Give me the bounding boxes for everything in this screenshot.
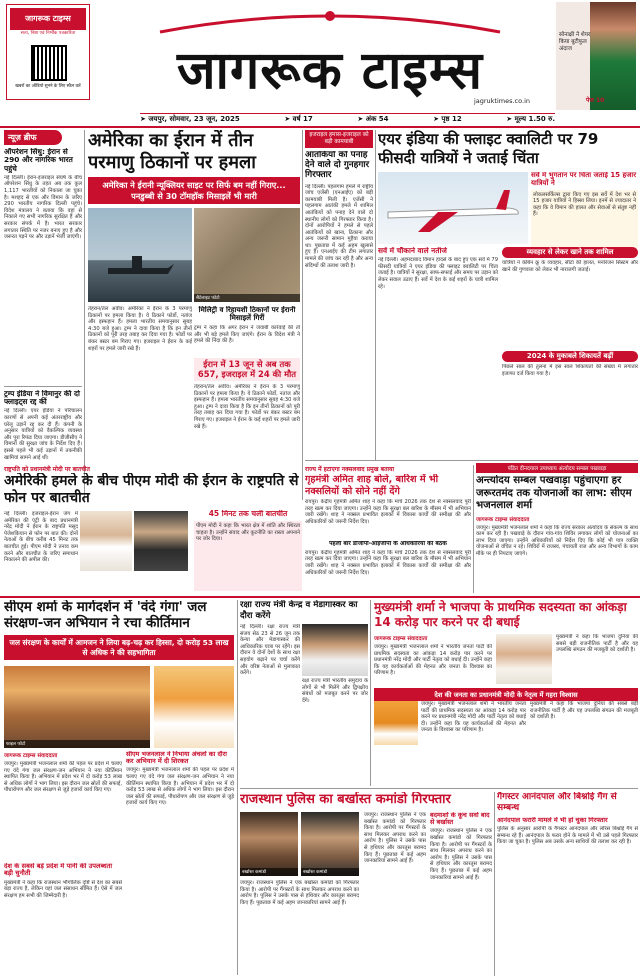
bhajanlal-block <box>126 751 234 967</box>
commando-body-right: जयपुर। राजस्थान पुलिस ने एक बर्खास्त कमांडो को गिरफ्तार किया है। आरोपी पर गैंगस्टरों के साथ मिलकर अपराध करने का आरोप है। पुलिस ने उसके पास से हथियार और कारतूस बरामद किए हैं। पूछताछ में कई अहम जानकारियां सामने आई हैं। <box>364 812 426 865</box>
medagascar-body2: रक्षा राज्य मंत्री भारतीय समुदाय के लोगों से भी मिलेंगे और द्विपक्षीय संबंधों को मजबूत करने पर जोर देंगे। <box>302 678 368 704</box>
modi-body: नई दिल्ली। इजराइल-ईरान जंग में अमेरिका की एंट्री के बाद प्रधानमंत्री नरेंद्र मोदी ने ईरान के राष्ट्रपति मसूद पेजेशकियान से फोन पर बात की। दोनों नेताओं के बीच करीब 45 मिनट तक बातचीत हुई। पीएम मोदी ने तनाव कम करने और बातचीत के जरिए समाधान निकालने की अपील की। <box>4 511 78 564</box>
bjp-band: देश की जनता का प्रधानमंत्री मोदी के नेतृत्व में गहरा विश्वास <box>374 688 638 701</box>
lead-strap: अमेरिका ने ईरानी न्यूक्लियर साइट पर सिर्फ बम नहीं गिराए... पनडुब्बी से 30 टॉमहॉक मिसाइलें भी मारी <box>88 177 300 204</box>
medagascar-body: नई दिल्ली। रक्षा राज्य मंत्री संजय सेठ 23 से 26 जून तक केन्या और मेडागास्कर की आधिकारिक यात्रा पर रहेंगे। इस दौरान वे दोनों देशों के साथ रक्षा सहयोग बढ़ाने पर चर्चा करेंगे और वरिष्ठ नेताओं से मुलाकात करेंगे। <box>240 624 300 677</box>
vande-headline: सीएम शर्मा के मार्गदर्शन में 'वंदे गंगा' जल संरक्षण-जन अभियान ने रचा कीर्तिमान <box>4 600 207 631</box>
stat-title: 2024 के मुकाबले शिकायतें बढ़ीं <box>502 351 638 362</box>
modi-box: पीएम मोदी ने कहा कि भारत क्षेत्र में शांति और स्थिरता चाहता है। उन्होंने संवाद और कूटनीति का रास्ता अपनाने पर जोर दिया। <box>194 521 302 591</box>
divider <box>302 130 303 500</box>
bjp-body: जयपुर। मुख्यमंत्री भजनलाल शर्मा ने भारतीय जनता पार्टी की प्राथमिक सदस्यता का आंकड़ा 14 करोड़ पार करने पर प्रधानमंत्री नरेंद्र मोदी और पार्टी नेतृत्व को बधाई दी। उन्होंने कहा कि यह कार्यकर्ताओं की मेहनत और जनता के विश्वास का परिणाम है। <box>374 644 492 677</box>
newspaper-title: जागरूक टाइम्स <box>176 40 484 101</box>
antyodaya-body: जयपुर। मुख्यमंत्री भजनलाल शर्मा ने कहा कि राज्य सरकार अंत्योदय के संकल्प के साथ काम कर रही है। पखवाड़े के दौरान गांव-गांव शिविर लगाकर लोगों को योजनाओं का लाभ दिया जाएगा। उन्होंने अधिकारियों को निर्देश दिए कि कोई भी पात्र व्यक्ति योजनाओं से वंचित न रहे। शिविरों में राजस्व, पंचायती राज और अन्य विभागों के काम मौके पर ही निपटाए जाएंगे। <box>476 524 638 557</box>
gangster-sub: आनंदपाल फरारी मामले में भी हो चुका गिरफ्तार <box>497 817 608 824</box>
satellite-caption: सैटेलाइट फोटो <box>194 294 300 302</box>
modi-kicker: राष्ट्रपति को प्रधानमंत्री मोदी पर बातचीत <box>4 466 90 473</box>
qr-code[interactable] <box>31 45 67 81</box>
brief-story2-title: ट्रम्प इंडिया ने विमानुर की दो फ्लाइट्स रद्द कीं <box>4 389 80 407</box>
masthead <box>0 0 640 123</box>
nia-headline: आतंकियों को पनाह देने वाले दो गुनहगार गिरफ्तार <box>305 151 370 180</box>
divider <box>370 600 371 786</box>
iran-president-photo <box>134 511 188 571</box>
bjp-photo <box>374 701 418 745</box>
commando-sub-body: जयपुर। राजस्थान पुलिस ने एक बर्खास्त कमांडो को गिरफ्तार किया है। आरोपी पर गैंगस्टरों के साथ मिलकर अपराध करने का आरोप है। पुलिस ने उसके पास से हथियार और कारतूस बरामद किए हैं। पूछताछ में कई अहम जानकारियां सामने आई हैं। <box>430 828 492 881</box>
dateline-city-date: ➤ जयपुर, सोमवार, 23 जून, 2025 <box>140 115 240 123</box>
small-logo-box <box>6 4 90 100</box>
brief-header: न्यूज़ ब्रीफ <box>4 130 62 145</box>
gangster-body: पुलिस के अनुसार आरोपी के गैंगस्टर आनंदपाल और लॉरेंस बिश्नोई गैंग से सम्बन्ध रहे हैं। आनंदपाल के फरार होने के मामले में भी उसे पहले गिरफ्तार किया जा चुका है। पुलिस अब उसके अन्य साथियों की तलाश कर रही है। <box>497 826 638 846</box>
left-column <box>4 130 82 498</box>
chart-block <box>502 247 638 442</box>
lead-subhead: मिलिट्री व रिहायशी ठिकानों पर ईरानी मिसाइलें गिरीं <box>198 306 296 323</box>
brief-story1-text: नई दिल्ली। ईरान-इजराइल संघर्ष के बीच ऑपरेशन सिंधु के तहत अब तक कुल 1,117 भारतीयों को निकाला जा चुका है। मशहद से एक और विमान के जरिए 290 भारतीय नागरिक दिल्ली पहुंचे। विदेश मंत्रालय ने बताया कि वहां से निकाले गए सभी नागरिक सुरक्षित हैं और सरकार संपर्क में है। भारत सरकार लगातार स्थिति पर नजर बनाए हुए है और जरूरत पड़ने पर और उड़ानें भेजी जाएंगी। <box>4 174 82 241</box>
brief-story2-text: नई दिल्ली। एयर इंडिया ने परिचालन कारणों से अपनी कई अंतरराष्ट्रीय और घरेलू उड़ानें रद्द कर दी हैं। कंपनी के अनुसार यात्रियों को वैकल्पिक व्यवस्था और पूरा रिफंड दिया जाएगा। डीजीसीए ने विमानों की सुरक्षा जांच के निर्देश दिए हैं। इससे पहले भी कई उड़ानों में तकनीकी खामियां सामने आई थीं। <box>4 408 82 461</box>
naxal-body: रायपुर। केंद्रीय गृहमंत्री अमित शाह ने कहा कि मार्च 2026 तक देश से नक्सलवाद पूरी तरह खत्म कर दिया जाएगा। उन्होंने कहा कि सुरक्षा बल बारिश के मौसम में भी अभियान जारी रखेंगे। शाह ने नक्सल प्रभावित इलाकों में विकास कार्यों की समीक्षा की और अधिकारियों को जरूरी निर्देश दिए। <box>305 499 471 525</box>
ad-text: सोनाक्षी ने शेयर किया बूटीफुल अंदाज <box>559 32 591 52</box>
naxal-headline: गृहमंत्री अमित शाह बोले, बारिश में भी नक्सलियों को सोने नहीं देंगे <box>305 474 439 497</box>
vande-byline: जागरूक टाइम्स संवाददाता <box>4 753 58 759</box>
city: जयपुर <box>148 115 165 123</box>
airindia-story <box>378 130 638 460</box>
vande-body: जयपुर। मुख्यमंत्री भजनलाल शर्मा की पहल पर प्रदेश में चलाए गए वंदे गंगा जल संरक्षण-जन अभियान ने नया कीर्तिमान स्थापित किया है। अभियान में प्रदेश भर में दो करोड़ 53 लाख से अधिक लोगों ने भाग लिया। इस दौरान जल स्रोतों की सफाई, पौधारोपण और जल संरक्षण से जुड़े हजारों कार्य किए गए। <box>4 761 122 794</box>
satellite-photo <box>194 208 300 302</box>
chart-title: व्यवहार से लेकर खाने तक शामिल <box>502 247 638 258</box>
survey-text: नई दिल्ली। अहमदाबाद विमान हादसे के बाद हुए एक सर्वे में 79 फीसदी यात्रियों ने एयर इंडिया की फ्लाइट क्वालिटी पर चिंता जताई है। यात्रियों ने सुरक्षा, साफ-सफाई और समय पर उड़ान को लेकर सवाल उठाए हैं। सर्वे में देश के कई शहरों के यात्री शामिल रहे। <box>378 257 498 290</box>
lead-box-text: तेहरान/तेल अवीव। अमेरिका ने ईरान के 3 परमाणु ठिकानों पर हमला किया है। ये ठिकाने फोर्डो, नतांज और इस्फहान हैं। हमला भारतीय समयानुसार सुबह 4:30 बजे हुआ। ट्रम्प ने दावा किया है कि इन तीनों ठिकानों को पूरी तरह तबाह कर दिया गया है। फोर्डो पर बंकर बस्टर बम गिराए गए। इजराइल ने ईरान के कई शहरों पर हमले जारी रखे हैं। <box>194 383 300 430</box>
modi-photo <box>80 511 132 571</box>
commando-sub: बदमाशों के कूच सर्वो बाद से बर्खास्त <box>430 812 490 827</box>
price: ➤ मूल्य 1.50 रु. <box>506 115 555 123</box>
bjp-body3: मुख्यमंत्री ने कहा कि भाजपा दुनिया की सबसे बड़ी राजनीतिक पार्टी है और यह उपलब्धि संगठन की मजबूती को दर्शाती है। <box>530 701 638 721</box>
survey-label: सर्वे में चौंकाने वाले नतीजे <box>378 247 447 255</box>
divider <box>240 788 638 789</box>
airindia-side-title: सर्वे में भुगतान पर चिंता जताई 15 हजार यात्रियों ने <box>531 172 637 187</box>
commando-photo1-caption: बर्खास्त कमांडो <box>240 868 298 876</box>
lead-box-title: ईरान में 13 जून से अब तक 657, इजराइल में 24 की मौत <box>194 358 300 381</box>
antyodaya-headline: अन्त्योदय सम्बल पखवाड़ा पहुंचाएगा हर जरूरतमंद तक योजनाओं का लाभ: सीएम भजनलाल शर्मा <box>476 475 632 511</box>
antyodaya-story <box>476 463 638 593</box>
commando-photo2-caption: बर्खास्त कमांडो <box>301 868 359 876</box>
dateline <box>140 113 555 125</box>
pages: ➤ पृष्ठ 12 <box>433 115 462 123</box>
brief-story1-title: ऑपरेशन सिंधु: ईरान से 290 और नागरिक भारत पहुंचे <box>4 148 73 173</box>
commando-right <box>430 812 492 968</box>
modi-bjp-photo <box>496 634 552 684</box>
right-ad <box>556 2 636 110</box>
gangster-story <box>497 792 638 976</box>
website[interactable]: jagruktimes.co.in <box>473 97 530 105</box>
qr-caption: खबरों का ऑडियो सुनने के लिए स्कैन करें <box>15 84 81 89</box>
antyodaya-kicker: पंडित दीनदयाल उपाध्याय अंत्योदय सम्बल पखवाड़ा <box>476 463 638 473</box>
submarine-photo <box>88 208 192 302</box>
modi-call-story <box>4 465 302 593</box>
minister-photo <box>302 624 368 676</box>
divider <box>375 130 376 460</box>
vande-ganga-story <box>4 600 234 975</box>
modi-sub: 45 मिनट तक चली बातचीत <box>208 510 288 518</box>
commando-photo-2 <box>301 812 359 876</box>
date: सोमवार, 23 जून, 2025 <box>169 115 240 123</box>
airindia-side <box>531 172 638 248</box>
small-logo: जागरूक टाइम्स <box>10 8 86 30</box>
bjp-story <box>374 600 638 786</box>
nia-kicker: इजराइल हमास-इजराइल को बड़ी कामयाबी <box>305 130 373 148</box>
bhajanlal-body: जयपुर। मुख्यमंत्री भजनलाल शर्मा की पहल पर प्रदेश में चलाए गए वंदे गंगा जल संरक्षण-जन अभियान ने नया कीर्तिमान स्थापित किया है। अभियान में प्रदेश भर में दो करोड़ 53 लाख से अधिक लोगों ने भाग लिया। इस दौरान जल स्रोतों की सफाई, पौधारोपण और जल संरक्षण से जुड़े हजारों कार्य किए गए। <box>126 767 234 807</box>
naxal-kicker: राज्य में हटाएगा नक्सलवाद प्रमुख बताया <box>305 466 395 473</box>
bjp-byline: जागरूक टाइम्स संवाददाता <box>374 636 428 642</box>
commando-story <box>240 792 492 976</box>
lead-body-text: तेहरान/तेल अवीव। अमेरिका ने ईरान के 3 परमाणु ठिकानों पर हमला किया है। ये ठिकाने फोर्डो, नतांज और इस्फहान हैं। हमला भारतीय समयानुसार सुबह 4:30 बजे हुआ। ट्रम्प ने दावा किया है कि इन तीनों ठिकानों को पूरी तरह तबाह कर दिया गया है। फोर्डो पर बंकर बस्टर बम गिराए गए। इजराइल ने ईरान के कई शहरों पर हमले जारी रखे हैं। <box>88 306 192 352</box>
naxal-sub: पहली बार डीजीपी-आईजीपी के अधिकारियों की बैठक <box>329 541 447 547</box>
antyodaya-byline: जागरूक टाइम्स संवाददाता <box>476 516 530 523</box>
commando-headline: राजस्थान पुलिस का बर्खास्त कमांडो गिरफ्तार <box>240 792 451 807</box>
bjp-left <box>374 634 492 694</box>
vande-strap: जल संरक्षण के कार्यों में आमजन ने लिया बढ़-चढ़ कर हिस्सा, दो करोड़ 53 लाख से अधिक ने की सहभागिता <box>4 635 234 660</box>
divider <box>237 600 238 975</box>
naxal-body2: रायपुर। केंद्रीय गृहमंत्री अमित शाह ने कहा कि मार्च 2026 तक देश से नक्सलवाद पूरी तरह खत्म कर दिया जाएगा। उन्होंने कहा कि सुरक्षा बल बारिश के मौसम में भी अभियान जारी रखेंगे। शाह ने नक्सल प्रभावित इलाकों में विकास कार्यों की समीक्षा की और अधिकारियों को जरूरी निर्देश दिए। <box>305 549 471 576</box>
bjp-body-right: मुख्यमंत्री ने कहा कि भाजपा दुनिया की सबसे बड़ी राजनीतिक पार्टी है और यह उपलब्धि संगठन की मजबूती को दर्शाती है। <box>556 634 638 654</box>
airindia-headline: एयर इंडिया की फ्लाइट क्वालिटी पर 79 फीसदी यात्रियों ने जताई चिंता <box>378 130 599 167</box>
vande-photo-caption: फाइल फोटो <box>4 740 150 748</box>
divider <box>473 465 474 593</box>
logo-tagline: सत्य, निष्ठा एवं निर्भीक पत्रकारिता <box>20 31 76 36</box>
vande-sub: देश के सबसे बड़े प्रदेश में पानी की उपलब्धता बड़ी चुनौती <box>4 863 113 878</box>
divider <box>305 460 638 461</box>
survey-block <box>378 247 498 447</box>
nia-body: नई दिल्ली। पहलगाम हमले में राष्ट्रीय जांच एजेंसी (एनआईए) को बड़ी कामयाबी मिली है। एजेंसी ने पहलगाम आतंकी हमले में शामिल आतंकियों को पनाह देने वाले दो स्थानीय लोगों को गिरफ्तार किया है। दोनों आरोपियों ने हमले से पहले आतंकियों को खाना, ठिकाना और अन्य जरूरी सामान मुहैया कराया था। पूछताछ में कई अहम खुलासे हुए हैं। एनआईए की टीम लगातार मामले की जांच कर रही है और अन्य संदिग्धों की तलाश जारी है। <box>305 183 373 269</box>
bjp-headline: मुख्यमंत्री शर्मा ने भाजपा के प्राथमिक सदस्यता का आंकड़ा 14 करोड़ पार करने पर दी बधाई <box>374 600 627 629</box>
vande-body2: मुख्यमंत्री ने कहा कि राजस्थान भौगोलिक दृष्टि से देश का सबसे बड़ा राज्य है, लेकिन यहां जल संसाधन सीमित हैं। ऐसे में जल संरक्षण हम सभी की जिम्मेदारी है। <box>4 879 122 899</box>
modi-headline: अमेरिकी हमले के बीच पीएम मोदी की ईरान के राष्ट्रपति से फोन पर बातचीत <box>4 473 299 506</box>
stat-text: पिछले साल की तुलना में इस साल शिकायतों की संख्या में लगातार इजाफा दर्ज किया गया है। <box>502 364 638 377</box>
lead-subtext: ट्रम्प ने कहा कि अगर ईरान ने जवाबी कार्रवाई की तो और भी बड़े हमले किए जाएंगे। ईरान के विदेश मंत्री ने हमले की निंदा की है। <box>194 325 300 345</box>
vande-text-block <box>4 751 122 960</box>
bhajanlal-caption: सीएम भजनलाल ने निभाया अंचलों का दौरा कर अभियान में दी शिरकत <box>126 751 227 766</box>
naxal-story <box>305 465 471 593</box>
gangster-headline: गैंगस्टर आनंदपाल और बिश्नोई गैंग से सम्बन्ध <box>497 792 617 813</box>
divider <box>84 130 85 500</box>
actress-photo <box>590 2 636 110</box>
title-swoosh <box>150 6 510 40</box>
chart-text: यात्रियों ने केबिन क्रू के व्यवहार, सीटों की हालत, मनोरंजन सिस्टम और खाने की गुणवत्ता को लेकर भी नाराजगी जताई। <box>502 260 638 273</box>
jalsa-photo <box>4 666 150 748</box>
commando-photo-1 <box>240 812 298 876</box>
lead-headline: अमेरिका का ईरान में तीन परमाणु ठिकानों पर हमला <box>88 130 256 173</box>
medagascar-story <box>240 600 368 786</box>
masthead-rule <box>0 126 640 128</box>
year: ➤ वर्ष 17 <box>284 115 313 123</box>
bjp-body2: जयपुर। मुख्यमंत्री भजनलाल शर्मा ने भारतीय जनता पार्टी की प्राथमिक सदस्यता का आंकड़ा 14 करोड़ पार करने पर प्रधानमंत्री नरेंद्र मोदी और पार्टी नेतृत्व को बधाई दी। उन्होंने कहा कि यह कार्यकर्ताओं की मेहनत और जनता के विश्वास का परिणाम है। <box>421 701 526 734</box>
medagascar-headline: रक्षा राज्य मंत्री केन्द्र व मेडागास्कर का दौरा करेंगे <box>240 600 358 621</box>
divider <box>494 792 495 976</box>
airplane-photo <box>378 172 528 244</box>
airindia-side-text: लोकलसर्किल्स द्वारा किए गए इस सर्वे में देश भर से 15 हजार यात्रियों ने हिस्सा लिया। इनमें से ज्यादातर ने कहा कि वे विमान की हालत और सेवाओं से संतुष्ट नहीं हैं। <box>531 190 638 248</box>
cm-portrait-photo <box>154 666 234 748</box>
issue: ➤ अंक 54 <box>357 115 389 123</box>
ad-page: पेज 10 <box>586 97 605 104</box>
lead-story <box>88 130 300 502</box>
commando-body: जयपुर। राजस्थान पुलिस ने एक बर्खास्त कमांडो को गिरफ्तार किया है। आरोपी पर गैंगस्टरों के साथ मिलकर अपराध करने का आरोप है। पुलिस ने उसके पास से हथियार और कारतूस बरामद किए हैं। पूछताछ में कई अहम जानकारियां सामने आई हैं। <box>240 880 359 906</box>
section-rule <box>0 596 640 598</box>
nia-story <box>305 130 373 460</box>
